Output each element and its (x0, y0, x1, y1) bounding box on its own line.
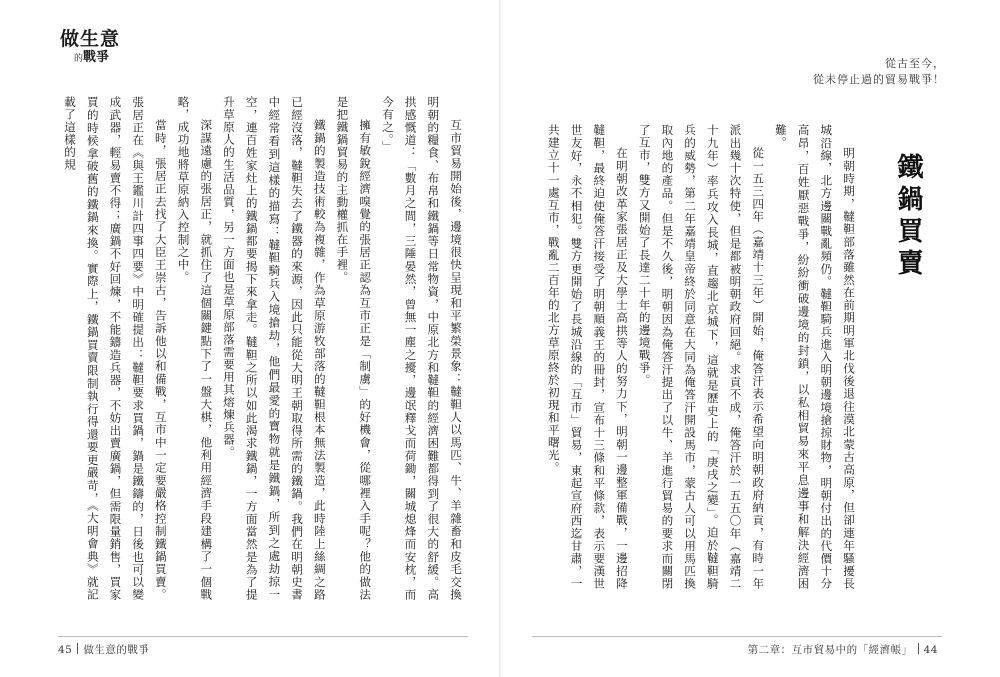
left-page-number: 45 (58, 644, 73, 656)
right-page-number: 44 (923, 644, 938, 656)
book-logo-sub-main: 戰爭 (83, 50, 110, 65)
book-logo-main: 做生意 (60, 28, 121, 50)
left-paragraph-1: 互市貿易開始後，邊境很快呈現和平繁榮景象：韃靼人以馬匹、牛、羊雜畜和皮毛交換明朝的糧食、布帛和鐵鍋等日常物資，中原北方和韃靼的經濟困難都得到了很大的舒緩。高拱感慨道：「數月之間，三陲晏然，曾無一塵之擾，邊氓釋戈而荷鋤，關城熄烽而安枕，而今有之。」 (380, 96, 463, 601)
right-paragraph-2: 從一五三四年（嘉靖十三年）開始，俺答汗表示希望向明朝政府納貢，有時一年派出幾十次特使，但是都被明朝政府回絕。求貢不成，俺答汗於一五五〇年（嘉靖二十九年）率兵攻入長城，直趨北京城下，這就是歷史上的「庚戌之變」。迫於韃靼騎兵的威勢，第二年嘉靖皇帝終於同意在大同為俺答汗開設馬市，蒙古人可以用馬匹換取內地的產品。但是不久後，明朝因為俺答汗提出了以牛、羊進行貿易的要求而關閉了互市，雙方又開始了長達二十年的邊境戰爭。 (637, 124, 766, 590)
left-footer (58, 642, 149, 657)
left-footer-rule (58, 636, 468, 637)
footer-divider (918, 643, 919, 654)
section-title: 鐵鍋買賣 (893, 153, 923, 281)
book-logo-sub (74, 50, 130, 67)
left-paragraph-2: 擁有敏銳經濟嗅覺的張居正認為互市正是「制虜」的好機會，從哪裡入手呢？他的做法是把鐵鍋貿易的主動權抓在手裡。 (335, 96, 373, 601)
footer-divider (77, 643, 78, 654)
left-footer-title: 做生意的戰爭 (83, 644, 150, 656)
left-paragraph-3: 鐵鍋的製造技術較為複雜，作為草原游牧部落的韃靼根本無法製造，此時陸上絲綢之路已經沒落，韃靼失去了鐵器的來源，因此只能從大明王朝取得所需的鐵鍋。我們在明朝史書中經常看到這樣的描寫：韃靼騎兵入境搶劫，他們最愛的寶物就是鐵鍋，所到之處劫掠一空，連百姓家灶上的鐵鍋都要揭下來拿走。韃靼之所以如此渴求鐵鍋，一方面當然是為了提升草原人的生活品質，另一方面也是草原部落需要用其熔煉兵器。 (221, 96, 327, 601)
left-page-body (62, 96, 467, 601)
book-logo-sub-small: 的 (74, 54, 84, 64)
right-footer (748, 642, 938, 657)
right-footer-rule (532, 636, 942, 637)
right-paragraph-3: 在明朝改革家張居正及大學士高拱等人的努力下，明朝一邊整軍備戰，一邊招降韃靼，最終迫使俺答汗接受了明朝順義王的冊封，宣布十三條和平條款，表示要漢世世友好，永不相犯。雙方更開始了長城沿線的「互市」貿易，東起宣府西迄甘肅，一共建立十一處互市，戰亂二百年的北方草原終於初現和平曙光。 (546, 124, 629, 590)
right-page-tagline (813, 56, 945, 88)
right-page-body (546, 124, 860, 590)
left-paragraph-4: 深謀遠慮的張居正，就抓住了這個關鍵點下了一盤大棋，他利用經濟手段建構了一個戰略，成功地將草原納入控制之中。 (176, 96, 214, 601)
right-footer-chapter: 第二章：互市貿易中的「經濟帳」 (747, 644, 913, 656)
tagline-line-1: 從古至今， (885, 57, 945, 70)
left-paragraph-5: 當時，張居正去找了大臣王崇古，告訴他以和備戰，互市中一定要嚴格控制鐵鍋買賣。張居正在《與王鑑川計四事四要》中明確提出：韃靼要求買鍋，鍋是鐵鑄的，日後也可以變成武器，輕易賣不得；廣鍋不好回煉，不能鑄造兵器，不妨出賣廣鍋，但需限量銷售，買家買的時候拿破舊的鐵鍋來換。實際上，鐵鍋買賣限制執行得還要更嚴苛，《大明會典》就記載了這樣的規 (63, 96, 168, 601)
page-gutter (499, 0, 501, 677)
right-paragraph-1: 明朝時期，韃靼部落雖然在前期明軍北伐後退往漠北蒙古高原，但卻連年騷擾長城沿線，北方邊關戰亂頻仍。韃靼騎兵進入明朝邊境搶掠財物，明朝付出的代價十分高昂，百姓厭惡戰爭，紛紛衝破邊境的封鎖，以私相貿易來平息邊事和解決經濟困難。 (773, 124, 856, 590)
tagline-line-2: 從未停止過的貿易戰爭！ (813, 73, 945, 86)
book-logo (60, 28, 130, 67)
